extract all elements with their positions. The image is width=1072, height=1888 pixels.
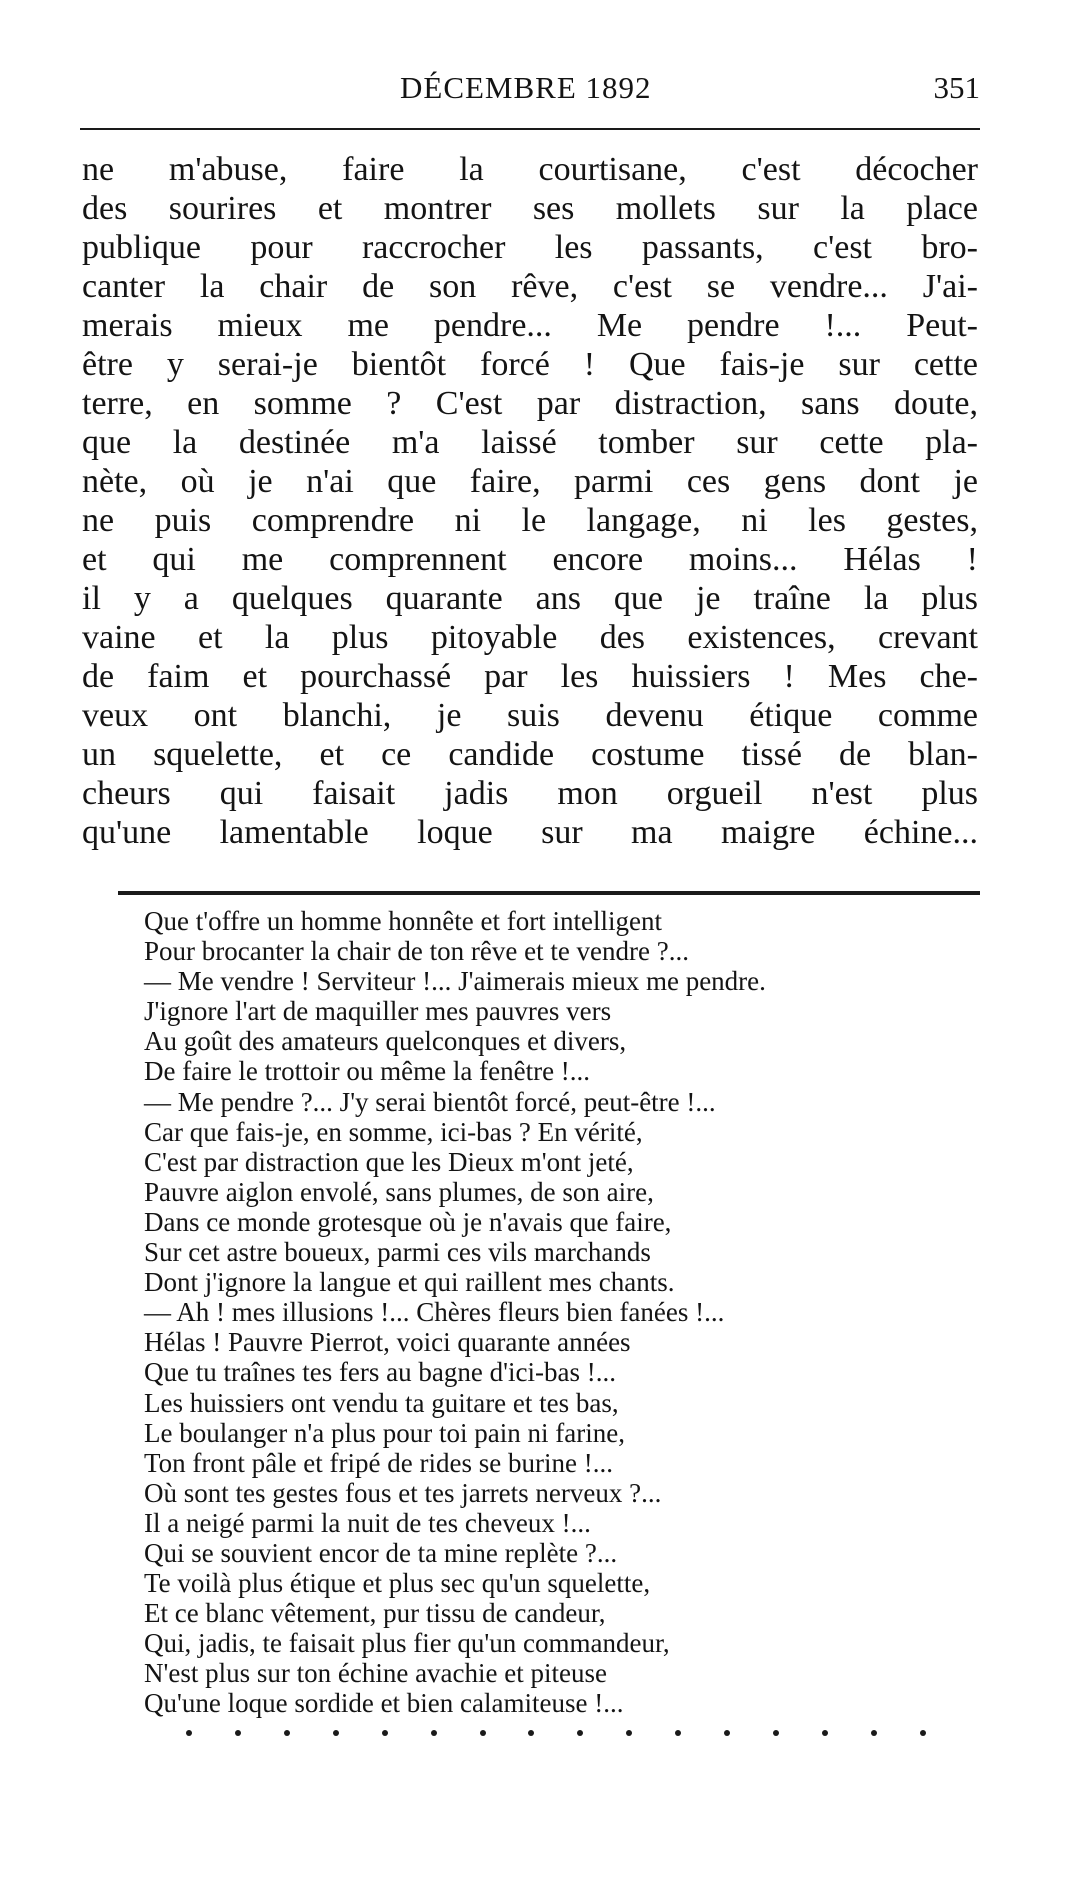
verse-line: Et ce blanc vêtement, pur tissu de candeur, bbox=[144, 1598, 606, 1629]
ellipsis-dot bbox=[773, 1730, 779, 1736]
ellipsis-dot bbox=[382, 1730, 388, 1736]
prose-line: de faim et pourchassé par les huissiers ! Mes che- bbox=[82, 658, 978, 695]
verse-line: J'ignore l'art de maquiller mes pauvres vers bbox=[144, 996, 612, 1027]
verse-line: Qui, jadis, te faisait plus fier qu'un commandeur, bbox=[144, 1628, 670, 1659]
verse-line: Hélas ! Pauvre Pierrot, voici quarante années bbox=[144, 1327, 631, 1358]
verse-line: N'est plus sur ton échine avachie et piteuse bbox=[144, 1658, 607, 1689]
ellipsis-dot bbox=[235, 1730, 241, 1736]
verse-line: Sur cet astre boueux, parmi ces vils marchands bbox=[144, 1237, 651, 1268]
page-number: 351 bbox=[933, 70, 980, 105]
prose-line: vaine et la plus pitoyable des existences, crevant bbox=[82, 619, 978, 656]
ellipsis-dot bbox=[871, 1730, 877, 1736]
ellipsis-dot bbox=[626, 1730, 632, 1736]
prose-line: merais mieux me pendre... Me pendre !... Peut- bbox=[82, 307, 978, 344]
ellipsis-dot bbox=[920, 1730, 926, 1736]
verse-line: — Me vendre ! Serviteur !... J'aimerais mieux me pendre. bbox=[144, 966, 766, 997]
header-rule bbox=[80, 128, 980, 130]
verse-line: Car que fais-je, en somme, ici-bas ? En vérité, bbox=[144, 1116, 643, 1147]
verse-line: Que tu traînes tes fers au bagne d'ici-bas !... bbox=[144, 1357, 616, 1388]
verse-line: C'est par distraction que les Dieux m'ont jeté, bbox=[144, 1146, 634, 1177]
ellipsis-dot bbox=[724, 1730, 730, 1736]
verse-line: Te voilà plus étique et plus sec qu'un squelette, bbox=[144, 1568, 651, 1599]
prose-line: veux ont blanchi, je suis devenu étique comme bbox=[82, 697, 978, 734]
prose-line: cheurs qui faisait jadis mon orgueil n'est plus bbox=[82, 775, 978, 812]
verse-line: Pauvre aiglon envolé, sans plumes, de son aire, bbox=[144, 1176, 654, 1207]
verse-line: Au goût des amateurs quelconques et divers, bbox=[144, 1026, 627, 1057]
prose-line: et qui me comprennent encore moins... Hélas ! bbox=[82, 541, 978, 578]
prose-line: être y serai-je bientôt forcé ! Que fais-je sur cette bbox=[82, 346, 978, 383]
prose-paragraph bbox=[82, 150, 978, 852]
ellipsis-dot bbox=[577, 1730, 583, 1736]
prose-line: ne m'abuse, faire la courtisane, c'est décocher bbox=[82, 151, 978, 188]
prose-line: un squelette, et ce candide costume tissé de blan- bbox=[82, 736, 978, 773]
prose-line: qu'une lamentable loque sur ma maigre échine... bbox=[82, 814, 978, 851]
verse-line: Qui se souvient encor de ta mine replète ?... bbox=[144, 1537, 618, 1568]
prose-line: canter la chair de son rêve, c'est se vendre... J'ai- bbox=[82, 268, 978, 305]
verse-line: Il a neigé parmi la nuit de tes cheveux !... bbox=[144, 1507, 591, 1538]
verse-line: Où sont tes gestes fous et tes jarrets nerveux ?... bbox=[144, 1477, 662, 1508]
verse-line: Ton front pâle et fripé de rides se burine !... bbox=[144, 1447, 613, 1478]
prose-line: nète, où je n'ai que faire, parmi ces gens dont je bbox=[82, 463, 978, 500]
prose-line: que la destinée m'a laissé tomber sur cette pla- bbox=[82, 424, 978, 461]
verse-stanza bbox=[144, 906, 984, 1719]
prose-line: ne puis comprendre ni le langage, ni les gestes, bbox=[82, 502, 978, 539]
verse-line: Le boulanger n'a plus pour toi pain ni farine, bbox=[144, 1417, 625, 1448]
verse-line: Pour brocanter la chair de ton rêve et te vendre ?... bbox=[144, 936, 689, 967]
verse-line: Qu'une loque sordide et bien calamiteuse !... bbox=[144, 1688, 624, 1719]
verse-line: Les huissiers ont vendu ta guitare et tes bas, bbox=[144, 1387, 619, 1418]
ellipsis-dot bbox=[284, 1730, 290, 1736]
running-head-title: DÉCEMBRE 1892 bbox=[400, 70, 652, 105]
prose-line: publique pour raccrocher les passants, c'est bro- bbox=[82, 229, 978, 266]
ellipsis-dot bbox=[186, 1730, 192, 1736]
running-head bbox=[80, 70, 980, 114]
verse-line: — Ah ! mes illusions !... Chères fleurs bien fanées !... bbox=[144, 1297, 725, 1328]
verse-line: — Me pendre ?... J'y serai bientôt forcé, peut-être !... bbox=[144, 1086, 716, 1117]
prose-line: des sourires et montrer ses mollets sur la place bbox=[82, 190, 978, 227]
verse-line: De faire le trottoir ou même la fenêtre !... bbox=[144, 1056, 591, 1087]
prose-line: terre, en somme ? C'est par distraction, sans doute, bbox=[82, 385, 978, 422]
ellipsis-dot bbox=[333, 1730, 339, 1736]
verse-line: Dont j'ignore la langue et qui raillent mes chants. bbox=[144, 1267, 675, 1298]
ellipsis-dot bbox=[528, 1730, 534, 1736]
ellipsis-dots-row bbox=[186, 1730, 926, 1736]
ellipsis-dot bbox=[431, 1730, 437, 1736]
ellipsis-dot bbox=[480, 1730, 486, 1736]
verse-line: Que t'offre un homme honnête et fort intelligent bbox=[144, 906, 662, 936]
ellipsis-dot bbox=[675, 1730, 681, 1736]
section-rule bbox=[118, 891, 980, 895]
prose-line: il y a quelques quarante ans que je traîne la plus bbox=[82, 580, 978, 617]
ellipsis-dot bbox=[822, 1730, 828, 1736]
verse-line: Dans ce monde grotesque où je n'avais que faire, bbox=[144, 1206, 672, 1237]
